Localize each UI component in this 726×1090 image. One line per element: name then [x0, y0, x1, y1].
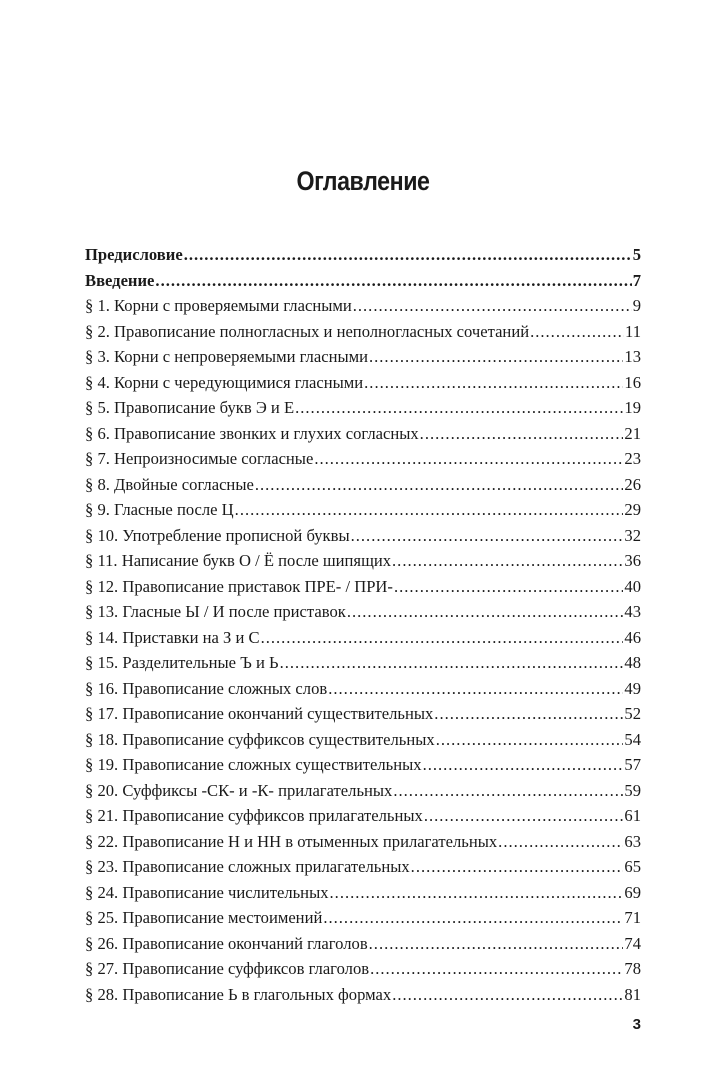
toc-entry-title: § 20. Суффиксы -СК- и -К- прилагательных: [85, 780, 393, 800]
toc-entry-title: § 3. Корни с непроверяемыми гласными: [85, 347, 368, 366]
toc-entry-title: Введение: [85, 270, 155, 290]
toc-entry-title: § 27. Правописание суффиксов глаголов: [85, 959, 370, 978]
dot-leader: [392, 982, 623, 1008]
dot-leader: [295, 395, 623, 421]
dot-leader: [351, 523, 624, 549]
toc-entry[interactable]: [85, 625, 641, 651]
dot-leader: [411, 854, 624, 880]
toc-entry[interactable]: [85, 752, 641, 778]
toc-entry-page: 81: [624, 984, 641, 1004]
toc-entry-page: 40: [624, 576, 641, 596]
page-title: Оглавление: [296, 166, 430, 196]
toc-entry-page: 69: [624, 882, 641, 902]
dot-leader: [364, 370, 623, 396]
dot-leader: [235, 497, 624, 523]
dot-leader: [393, 778, 623, 804]
dot-leader: [394, 574, 623, 600]
toc-entry-page: 16: [624, 372, 641, 392]
dot-leader: [330, 880, 624, 906]
toc-entry[interactable]: [85, 931, 641, 957]
dot-leader: [369, 344, 623, 370]
toc-entry[interactable]: [85, 523, 641, 549]
toc-entry[interactable]: [85, 268, 641, 294]
toc-entry-page: 65: [624, 857, 641, 876]
toc-entry[interactable]: [85, 319, 641, 345]
dot-leader: [255, 472, 624, 498]
dot-leader: [155, 268, 631, 294]
toc-entry[interactable]: [85, 497, 641, 523]
toc-entry[interactable]: [85, 421, 641, 447]
toc-entry-title: § 2. Правописание полногласных и неполногласных сочетаний: [85, 321, 530, 341]
toc-entry[interactable]: [85, 242, 641, 268]
toc-entry-page: 11: [625, 321, 641, 341]
toc-entry[interactable]: [85, 599, 641, 625]
table-of-contents: [85, 242, 641, 1007]
toc-entry-title: § 18. Правописание суффиксов существительных: [85, 729, 435, 749]
toc-entry-title: § 10. Употребление прописной буквы: [85, 525, 350, 545]
toc-entry-title: § 25. Правописание местоимений: [85, 908, 323, 927]
toc-entry-title: § 16. Правописание сложных слов: [85, 678, 328, 698]
toc-entry-page: 57: [624, 755, 641, 774]
dot-leader: [370, 956, 623, 982]
toc-entry-page: 63: [624, 831, 641, 851]
toc-entry-title: § 13. Гласные Ы / И после приставок: [85, 602, 346, 621]
toc-entry-page: 48: [624, 653, 641, 672]
dot-leader: [314, 446, 623, 472]
toc-entry-title: § 4. Корни с чередующимися гласными: [85, 372, 364, 392]
toc-entry-page: 19: [624, 398, 641, 417]
toc-entry-title: § 21. Правописание суффиксов прилагательных: [85, 806, 423, 825]
toc-entry-page: 13: [624, 347, 641, 366]
dot-leader: [424, 803, 624, 829]
toc-entry-page: 5: [632, 245, 641, 264]
toc-entry-page: 29: [624, 500, 641, 519]
toc-entry-title: Предисловие: [85, 245, 183, 264]
dot-leader: [261, 625, 624, 651]
toc-entry-title: § 5. Правописание букв Э и Е: [85, 398, 295, 417]
dot-leader: [353, 293, 632, 319]
toc-entry-title: § 24. Правописание числительных: [85, 882, 329, 902]
toc-entry-page: 26: [624, 474, 641, 494]
dot-leader: [423, 752, 624, 778]
toc-entry[interactable]: [85, 701, 641, 727]
dot-leader: [184, 242, 632, 268]
dot-leader: [498, 829, 623, 855]
dot-leader: [280, 650, 624, 676]
toc-entry[interactable]: [85, 778, 641, 804]
toc-entry-page: 71: [624, 908, 641, 927]
toc-entry-title: § 15. Разделительные Ъ и Ь: [85, 653, 279, 672]
toc-entry-title: § 8. Двойные согласные: [85, 474, 254, 494]
toc-entry-page: 23: [624, 449, 641, 468]
toc-entry[interactable]: [85, 472, 641, 498]
toc-entry[interactable]: [85, 905, 641, 931]
toc-entry[interactable]: [85, 956, 641, 982]
toc-entry-page: 54: [624, 729, 641, 749]
toc-entry-page: 46: [624, 627, 641, 647]
toc-entry-page: 21: [624, 423, 641, 443]
toc-entry-page: 61: [624, 806, 641, 825]
dot-leader: [328, 676, 623, 702]
toc-entry[interactable]: [85, 370, 641, 396]
toc-entry-title: § 9. Гласные после Ц: [85, 500, 234, 519]
toc-entry[interactable]: [85, 446, 641, 472]
toc-entry[interactable]: [85, 293, 641, 319]
toc-entry-title: § 26. Правописание окончаний глаголов: [85, 933, 368, 953]
toc-entry-page: 32: [624, 525, 641, 545]
toc-entry-page: 78: [624, 959, 641, 978]
toc-entry-title: § 22. Правописание Н и НН в отыменных прилагательных: [85, 831, 498, 851]
toc-entry-title: § 19. Правописание сложных существительных: [85, 755, 422, 774]
toc-entry[interactable]: [85, 854, 641, 880]
dot-leader: [392, 548, 623, 574]
toc-entry[interactable]: [85, 880, 641, 906]
toc-entry[interactable]: [85, 727, 641, 753]
toc-entry[interactable]: [85, 344, 641, 370]
toc-entry-page: 9: [632, 296, 641, 315]
toc-entry-title: § 12. Правописание приставок ПРЕ- / ПРИ-: [85, 576, 393, 596]
toc-entry[interactable]: [85, 548, 641, 574]
toc-entry-title: § 23. Правописание сложных прилагательных: [85, 857, 410, 876]
toc-entry[interactable]: [85, 650, 641, 676]
toc-entry[interactable]: [85, 395, 641, 421]
toc-entry[interactable]: [85, 574, 641, 600]
dot-leader: [369, 931, 624, 957]
toc-entry[interactable]: [85, 829, 641, 855]
toc-entry-title: § 6. Правописание звонких и глухих согласных: [85, 423, 419, 443]
toc-entry-page: 36: [624, 551, 641, 570]
toc-entry-page: 49: [624, 678, 641, 698]
dot-leader: [434, 701, 623, 727]
toc-entry-title: § 7. Непроизносимые согласные: [85, 449, 314, 468]
dot-leader: [436, 727, 624, 753]
toc-entry-page: 52: [624, 704, 641, 723]
toc-entry-title: § 1. Корни с проверяемыми гласными: [85, 296, 352, 315]
toc-entry-page: 43: [624, 602, 641, 621]
toc-entry-page: 59: [624, 780, 641, 800]
toc-entry-page: 7: [632, 270, 641, 290]
toc-entry-title: § 28. Правописание Ь в глагольных формах: [85, 984, 392, 1004]
toc-entry-title: § 14. Приставки на З и С: [85, 627, 260, 647]
dot-leader: [530, 319, 624, 345]
dot-leader: [347, 599, 624, 625]
toc-entry-page: 74: [624, 933, 641, 953]
page-number: 3: [632, 1016, 641, 1033]
toc-entry-title: § 11. Написание букв О / Ё после шипящих: [85, 551, 392, 570]
dot-leader: [420, 421, 624, 447]
toc-entry[interactable]: [85, 676, 641, 702]
dot-leader: [323, 905, 623, 931]
toc-entry[interactable]: [85, 982, 641, 1008]
toc-entry-title: § 17. Правописание окончаний существительных: [85, 704, 434, 723]
toc-entry[interactable]: [85, 803, 641, 829]
